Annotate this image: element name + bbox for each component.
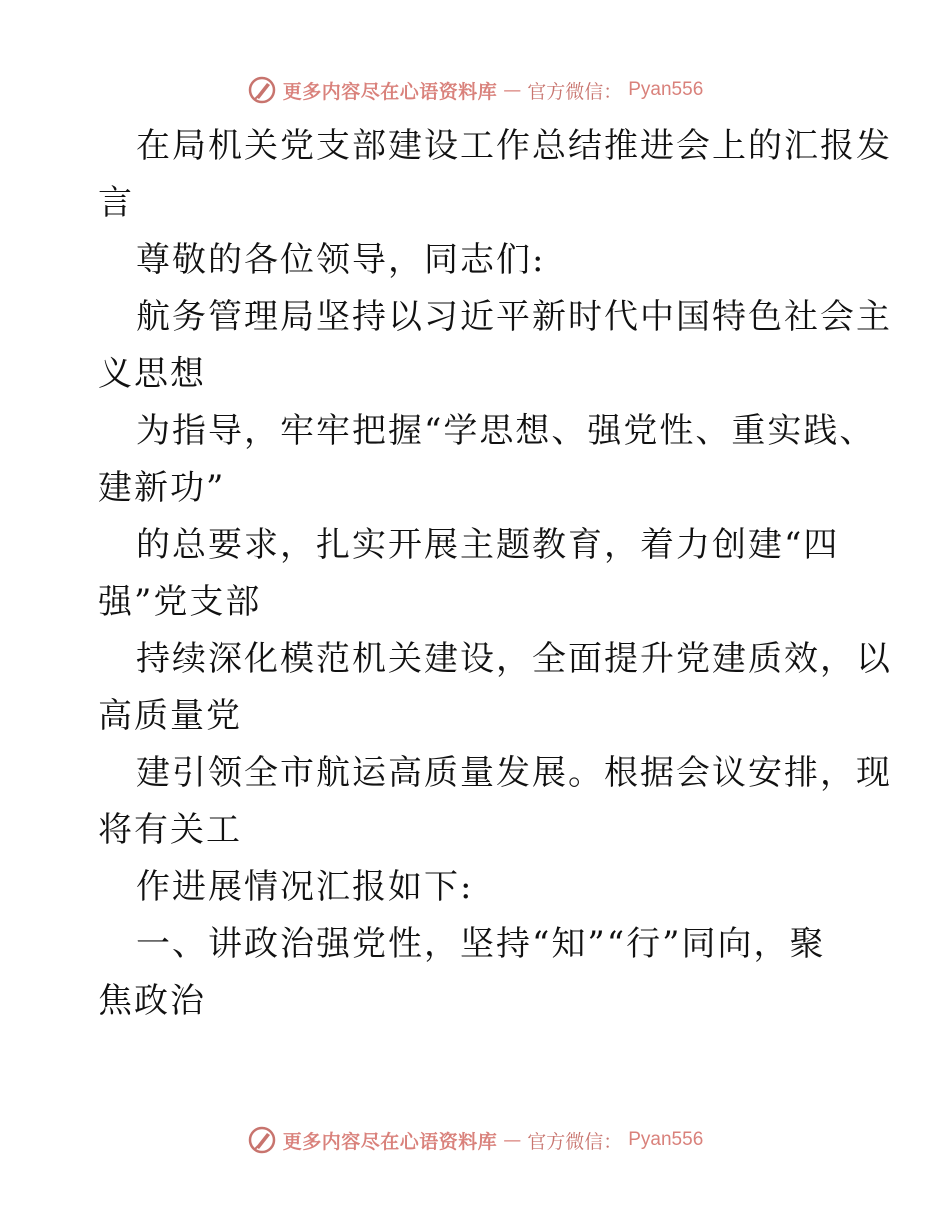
watermark-brand: 更多内容尽在心语资料库 <box>282 1130 498 1153</box>
footer-watermark <box>0 1120 950 1160</box>
document-line: 强”党支部 <box>98 582 262 622</box>
quill-logo-icon <box>247 1125 277 1155</box>
watermark-label: 官方微信： <box>527 80 623 103</box>
document-line: 航务管理局坚持以习近平新时代中国特色社会主 <box>136 297 892 337</box>
document-line: 言 <box>98 183 134 223</box>
document-line: 尊敬的各位领导，同志们: <box>136 240 546 280</box>
watermark-dash: — <box>503 79 522 101</box>
document-line: 建引领全市航运高质量发展。根据会议安排，现 <box>136 753 892 793</box>
document-line: 将有关工 <box>98 810 242 850</box>
document-line: 持续深化模范机关建设，全面提升党建质效，以 <box>136 639 892 679</box>
document-line: 为指导，牢牢把握“学思想、强党性、重实践、 <box>136 411 876 451</box>
document-line: 义思想 <box>98 354 206 394</box>
watermark-id: Pyan556 <box>628 1129 704 1150</box>
document-line: 一、讲政治强党性，坚持“知”“行”同向，聚 <box>136 924 826 964</box>
document-line: 焦政治 <box>98 981 206 1021</box>
watermark-brand: 更多内容尽在心语资料库 <box>282 80 498 103</box>
document-line: 高质量党 <box>98 696 242 736</box>
watermark-label: 官方微信： <box>527 1130 623 1153</box>
document-body <box>98 118 892 1030</box>
watermark-dash: — <box>503 1129 522 1151</box>
document-line: 建新功” <box>98 468 226 508</box>
watermark-id: Pyan556 <box>628 79 704 100</box>
document-line: 作进展情况汇报如下: <box>136 867 474 907</box>
quill-logo-icon <box>247 75 277 105</box>
document-line: 的总要求，扎实开展主题教育，着力创建“四 <box>136 525 840 565</box>
header-watermark <box>0 70 950 110</box>
document-line: 在局机关党支部建设工作总结推进会上的汇报发 <box>136 126 892 166</box>
